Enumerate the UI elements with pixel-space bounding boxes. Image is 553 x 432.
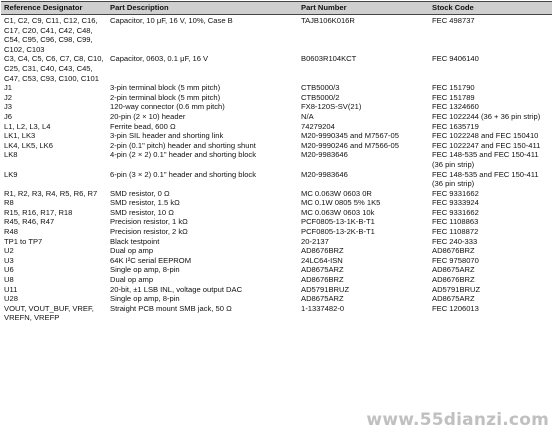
part-description-cell: Straight PCB mount SMB jack, 50 Ω	[110, 303, 232, 313]
part-number-cell: B0603R104KCT	[301, 54, 357, 64]
reference-designator-cell: TP1 to TP7	[4, 236, 43, 246]
table-row	[1, 275, 552, 285]
part-description-cell: 4-pin (2 × 2) 0.1" header and shorting block	[110, 150, 257, 160]
reference-designator-cell: R48	[4, 227, 18, 237]
table-row	[1, 93, 552, 103]
reference-designator-cell: J6	[4, 111, 13, 121]
table-row	[1, 83, 552, 93]
stock-code-cell: AD8675ARZ	[432, 265, 475, 275]
table-row	[1, 54, 552, 83]
stock-code-cell: FEC 9406140	[432, 54, 479, 64]
part-description-cell: 3-pin terminal block (5 mm pitch)	[110, 83, 221, 93]
part-description-cell: 2-pin (0.1" pitch) header and shorting shunt	[110, 140, 256, 150]
stock-code-cell: FEC 1108863	[432, 217, 479, 227]
stock-code-cell: FEC 151789	[432, 92, 475, 102]
table-header-row	[1, 2, 552, 15]
stock-code-cell: AD5791BRUZ	[432, 284, 481, 294]
part-number-cell: 74279204	[301, 121, 335, 131]
reference-designator-cell: R45, R46, R47	[4, 217, 55, 227]
reference-designator-cell: U2	[4, 246, 14, 256]
part-number-cell: N/A	[301, 111, 314, 121]
part-description-cell: Ferrite bead, 600 Ω	[110, 121, 176, 131]
part-description-cell: SMD resistor, 10 Ω	[110, 207, 174, 217]
table-row	[1, 217, 552, 227]
part-number-cell: FX8-120S-SV(21)	[301, 102, 362, 112]
part-description-cell: 3-pin SIL header and shorting link	[110, 131, 224, 141]
part-description-cell: Capacitor, 0603, 0.1 μF, 16 V	[110, 54, 209, 64]
header-part-number: Part Number	[298, 2, 429, 15]
part-description-cell: Black testpoint	[110, 236, 160, 246]
reference-designator-cell: VOUT, VOUT_BUF, VREF, VREFN, VREFP	[4, 303, 94, 323]
stock-code-cell: FEC 1206013	[432, 303, 479, 313]
part-number-cell: MC 0.1W 0805 5% 1K5	[301, 198, 381, 208]
table-row	[1, 294, 552, 304]
stock-code-cell: FEC 9331662	[432, 188, 479, 198]
table-row	[1, 208, 552, 218]
part-number-cell: 1-1337482-0	[301, 303, 345, 313]
stock-code-cell: FEC 1108872	[432, 227, 479, 237]
stock-code-cell: FEC 498737	[432, 16, 475, 25]
part-description-cell: Single op amp, 8-pin	[110, 294, 180, 304]
part-number-cell: MC 0.063W 0603 10k	[301, 207, 375, 217]
reference-designator-cell: R1, R2, R3, R4, R5, R6, R7	[4, 188, 98, 198]
stock-code-cell: FEC 1022247 and FEC 150-411	[432, 140, 541, 150]
header-part-description: Part Description	[107, 2, 298, 15]
watermark-text: www.55dianzi.com	[366, 410, 549, 430]
reference-designator-cell: U11	[4, 284, 18, 294]
reference-designator-cell: LK1, LK3	[4, 131, 36, 141]
part-description-cell: Single op amp, 8-pin	[110, 265, 180, 275]
part-number-cell: 20-2137	[301, 236, 329, 246]
part-description-cell: Dual op amp	[110, 275, 154, 285]
part-number-cell: M20-9990345 and M7567-05	[301, 131, 399, 141]
part-number-cell: M20-9983646	[301, 169, 348, 179]
stock-code-cell: FEC 148-535 and FEC 150-411 (36 pin strip)	[432, 169, 539, 189]
reference-designator-cell: LK9	[4, 169, 18, 179]
part-number-cell: CTB5000/2	[301, 92, 340, 102]
stock-code-cell: FEC 1022244 (36 + 36 pin strip)	[432, 111, 541, 121]
bill-of-materials-table	[1, 1, 552, 323]
reference-designator-cell: U8	[4, 275, 14, 285]
table-row	[1, 102, 552, 112]
reference-designator-cell: C3, C4, C5, C6, C7, C8, C10, C25, C31, C40, C43, C45, C47, C53, C93, C100, C101	[4, 54, 104, 83]
table-row	[1, 131, 552, 141]
part-number-cell: PCF0805-13-2K-B-T1	[301, 227, 375, 237]
stock-code-cell: FEC 240-333	[432, 236, 478, 246]
table-row	[1, 15, 552, 55]
part-description-cell: Dual op amp	[110, 246, 154, 256]
part-number-cell: AD8675ARZ	[301, 294, 344, 304]
header-stock-code: Stock Code	[429, 2, 552, 15]
header-reference-designator: Reference Designator	[1, 2, 107, 15]
table-row	[1, 256, 552, 266]
table-row	[1, 246, 552, 256]
part-number-cell: PCF0805-13-1K-B-T1	[301, 217, 375, 227]
table-row	[1, 304, 552, 323]
reference-designator-cell: J1	[4, 83, 13, 93]
reference-designator-cell: J2	[4, 92, 13, 102]
reference-designator-cell: R15, R16, R17, R18	[4, 207, 73, 217]
table-row	[1, 189, 552, 199]
part-description-cell: 20-pin (2 × 10) header	[110, 111, 186, 121]
reference-designator-cell: J3	[4, 102, 13, 112]
part-number-cell: 24LC64-ISN	[301, 255, 343, 265]
part-number-cell: M20-9990246 and M7566-05	[301, 140, 399, 150]
reference-designator-cell: C1, C2, C9, C11, C12, C16, C17, C20, C41, C42, C48, C54, C95, C96, C98, C99, C102, C103	[4, 16, 98, 54]
part-description-cell: Capacitor, 10 μF, 16 V, 10%, Case B	[110, 16, 233, 25]
part-description-cell: 20-bit, ±1 LSB INL, voltage output DAC	[110, 284, 243, 294]
part-description-cell: 64K I²C serial EEPROM	[110, 255, 192, 265]
part-number-cell: AD5791BRUZ	[301, 284, 350, 294]
part-description-cell: SMD resistor, 0 Ω	[110, 188, 170, 198]
reference-designator-cell: LK8	[4, 150, 18, 160]
reference-designator-cell: U6	[4, 265, 14, 275]
table-row	[1, 141, 552, 151]
part-number-cell: M20-9983646	[301, 150, 348, 160]
part-number-cell: AD8676BRZ	[301, 246, 344, 256]
reference-designator-cell: U3	[4, 255, 14, 265]
stock-code-cell: AD8676BRZ	[432, 275, 475, 285]
table-row	[1, 150, 552, 169]
part-number-cell: TAJB106K016R	[301, 16, 355, 25]
reference-designator-cell: R8	[4, 198, 14, 208]
stock-code-cell: FEC 1324660	[432, 102, 479, 112]
reference-designator-cell: L1, L2, L3, L4	[4, 121, 51, 131]
stock-code-cell: FEC 1022248 and FEC 150410	[432, 131, 539, 141]
table-row	[1, 112, 552, 122]
stock-code-cell: FEC 9333924	[432, 198, 479, 208]
part-description-cell: 120-way connector (0.6 mm pitch)	[110, 102, 225, 112]
part-number-cell: MC 0.063W 0603 0R	[301, 188, 372, 198]
reference-designator-cell: LK4, LK5, LK6	[4, 140, 53, 150]
table-row	[1, 122, 552, 132]
part-description-cell: 6-pin (3 × 2) 0.1" header and shorting block	[110, 169, 257, 179]
stock-code-cell: FEC 148-535 and FEC 150-411 (36 pin strip)	[432, 150, 539, 169]
part-number-cell: AD8675ARZ	[301, 265, 344, 275]
table-row	[1, 198, 552, 208]
table-body	[1, 15, 552, 324]
table-row	[1, 227, 552, 237]
table-row	[1, 265, 552, 275]
table-row	[1, 285, 552, 295]
stock-code-cell: FEC 151790	[432, 83, 475, 93]
stock-code-cell: AD8676BRZ	[432, 246, 475, 256]
part-number-cell: CTB5000/3	[301, 83, 340, 93]
part-description-cell: Precision resistor, 1 kΩ	[110, 217, 188, 227]
part-description-cell: SMD resistor, 1.5 kΩ	[110, 198, 180, 208]
reference-designator-cell: U28	[4, 294, 18, 304]
stock-code-cell: FEC 9758070	[432, 255, 479, 265]
part-description-cell: Precision resistor, 2 kΩ	[110, 227, 188, 237]
stock-code-cell: AD8675ARZ	[432, 294, 475, 304]
stock-code-cell: FEC 1635719	[432, 121, 479, 131]
table-row	[1, 170, 552, 189]
part-description-cell: 2-pin terminal block (5 mm pitch)	[110, 92, 221, 102]
table-row	[1, 237, 552, 247]
stock-code-cell: FEC 9331662	[432, 207, 479, 217]
part-number-cell: AD8676BRZ	[301, 275, 344, 285]
